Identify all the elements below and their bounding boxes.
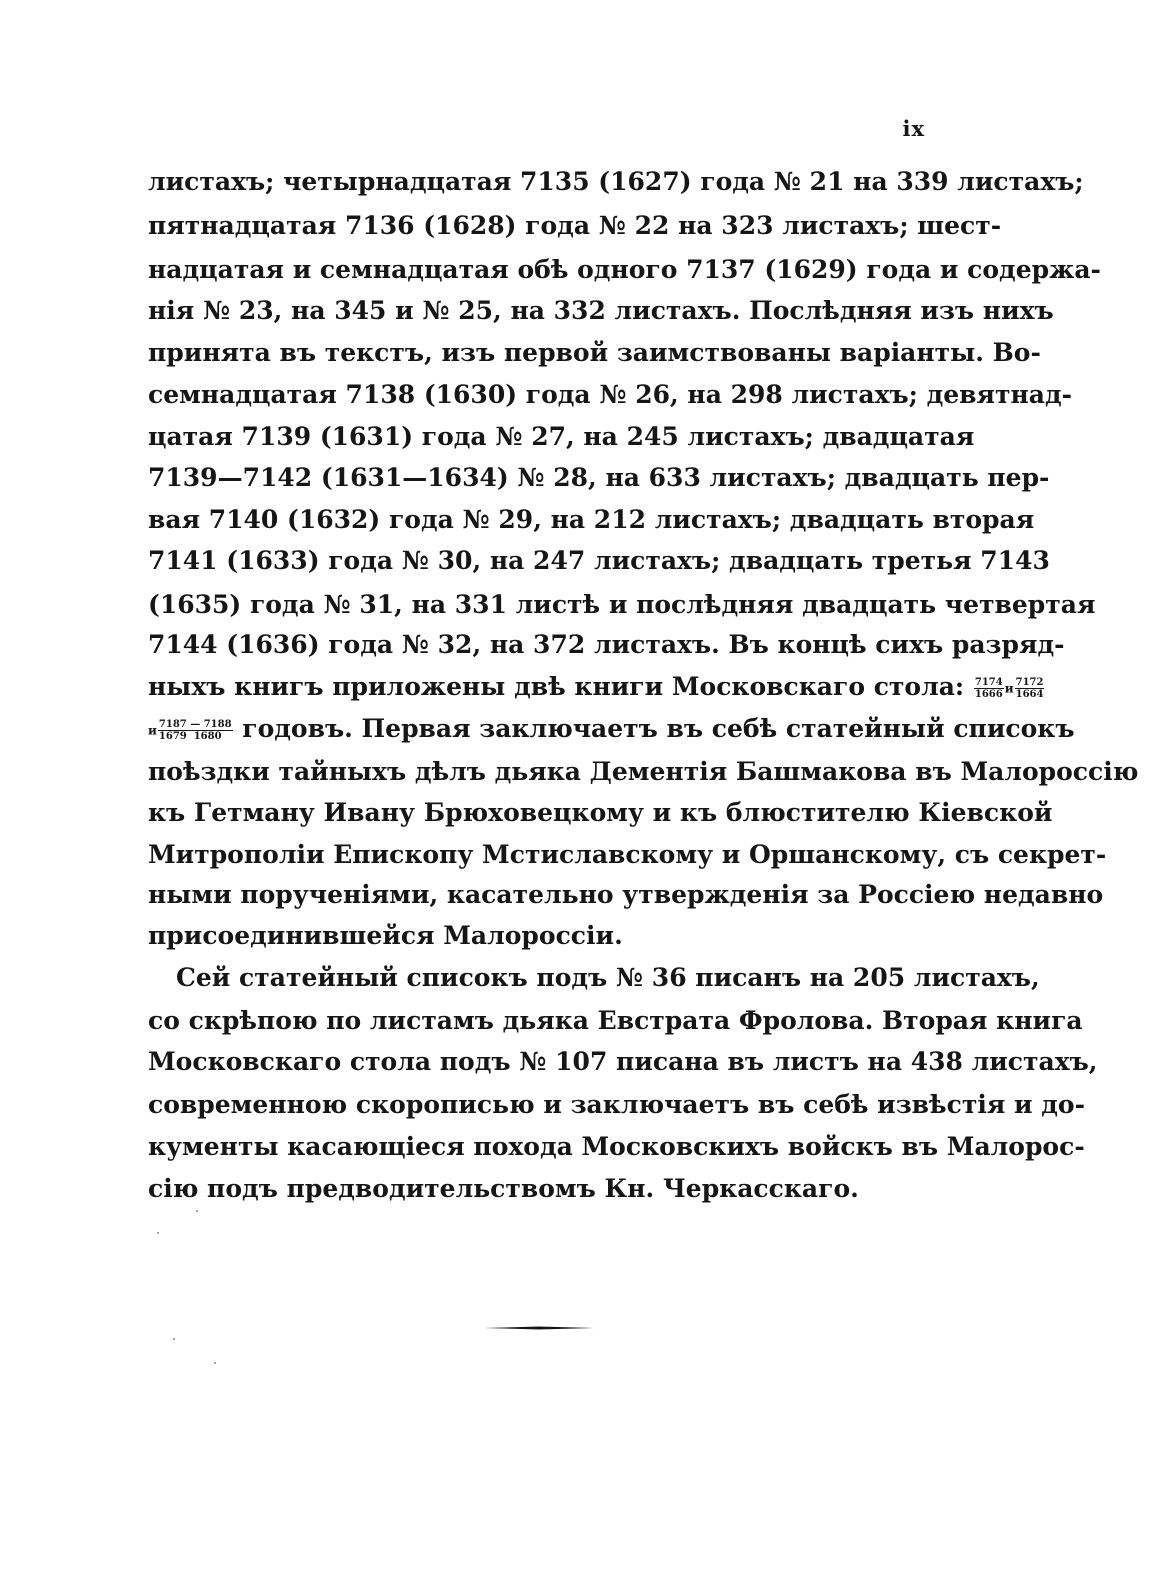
text-line: принята въ текстъ, изъ первой заимствованы варіанты. Во-	[148, 338, 1041, 367]
text-line: Сей статейный списокъ подъ № 36 писанъ на 205 листахъ,	[176, 963, 1040, 992]
fraction-numerator: 7172	[1015, 677, 1044, 688]
end-rule	[484, 1326, 594, 1330]
fraction-numerator: 7174	[974, 677, 1003, 688]
scan-speck	[196, 1210, 198, 1212]
text-line: 7144 (1636) года № 32, на 372 листахъ. Въ концѣ сихъ разряд-	[148, 630, 1065, 659]
fraction-denominator	[158, 731, 233, 742]
fraction-denominator: 1664	[1015, 689, 1044, 700]
fraction-numerator: 7187 — 7188	[158, 719, 232, 730]
text-line: къ Гетману Ивану Брюховецкому и къ блюстителю Кіевской	[148, 798, 1053, 827]
text-line: поѣздки тайныхъ дѣлъ дьяка Дементія Башмакова въ Малороссію	[148, 757, 1139, 786]
text-line: цатая 7139 (1631) года № 27, на 245 листахъ; двадцатая	[148, 422, 975, 451]
page-number: ix	[902, 116, 925, 141]
text-line: Московскаго стола подъ № 107 писана въ листъ на 438 листахъ,	[148, 1047, 1098, 1076]
fraction	[1015, 677, 1045, 700]
text-line: листахъ; четырнадцатая 7135 (1627) года № 21 на 339 листахъ;	[148, 167, 1084, 196]
text-line: нія № 23, на 345 и № 25, на 332 листахъ. Послѣдняя изъ нихъ	[148, 296, 1054, 325]
text-line-with-fractions	[148, 672, 1044, 704]
text-line: (1635) года № 31, на 331 листѣ и послѣдняя двадцать четвертая	[148, 590, 1096, 619]
fraction-denominator-b: 1680	[193, 731, 222, 742]
scan-speck	[214, 1362, 216, 1364]
conjunction: и	[1004, 681, 1014, 696]
text-line: ными порученіями, касательно утвержденія за Россіею недавно	[148, 880, 1104, 909]
line-text: ныхъ книгъ приложены двѣ книги Московскаго стола:	[148, 672, 965, 701]
text-line: кументы касающіеся похода Московскихъ войскъ въ Малорос-	[148, 1132, 1085, 1161]
text-line: семнадцатая 7138 (1630) года № 26, на 298 листахъ; девятнад-	[148, 380, 1073, 409]
text-line-with-fractions	[148, 714, 1075, 746]
scan-speck	[173, 1338, 175, 1340]
text-line: 7139—7142 (1631—1634) № 28, на 633 листахъ; двадцать пер-	[148, 463, 1050, 492]
fraction-denominator-a: 1679	[158, 731, 187, 742]
text-line: Митрополіи Епископу Мстиславскому и Оршанскому, съ секрет-	[148, 840, 1107, 869]
text-line: со скрѣпою по листамъ дьяка Евстрата Фролова. Вторая книга	[148, 1006, 1083, 1035]
text-line: 7141 (1633) года № 30, на 247 листахъ; двадцать третья 7143	[148, 546, 1050, 575]
fraction	[974, 677, 1004, 700]
text-line: пятнадцатая 7136 (1628) года № 22 на 323 листахъ; шест-	[148, 211, 1002, 240]
text-line: современною скорописью и заключаетъ въ себѣ извѣстія и до-	[148, 1090, 1085, 1119]
text-line: вая 7140 (1632) года № 29, на 212 листахъ; двадцать вторая	[148, 505, 1035, 534]
conjunction: и	[148, 723, 157, 738]
fraction	[158, 719, 233, 742]
fraction-denominator: 1666	[974, 689, 1003, 700]
scan-speck	[157, 1232, 159, 1234]
text-line: сію подъ предводительствомъ Кн. Черкасскаго.	[148, 1174, 859, 1203]
text-line: присоединившейся Малороссіи.	[148, 921, 623, 950]
text-line: надцатая и семнадцатая обѣ одного 7137 (1629) года и содержа-	[148, 255, 1101, 284]
line-text: годовъ. Первая заключаетъ въ себѣ статейный списокъ	[242, 714, 1075, 743]
